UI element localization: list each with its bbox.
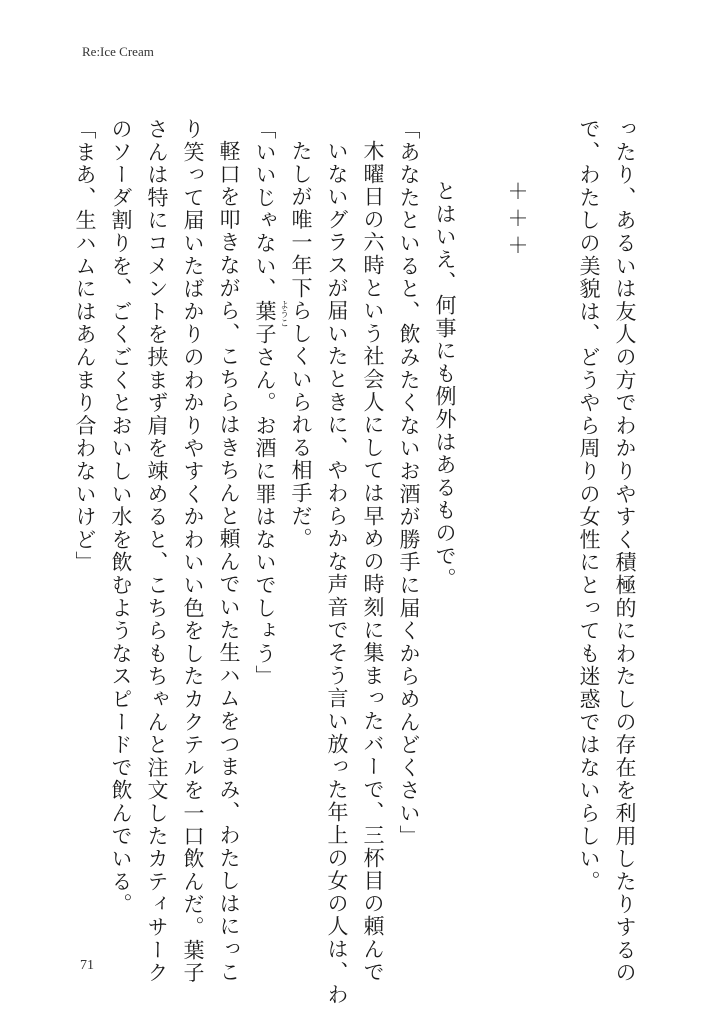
text-line-11 [253,118,288,689]
text-line-2: で、わたしの美貌は、どうやら周りの女性にとっても迷惑ではないらしい。 [577,118,601,894]
text-line-15: のソーダ割りを、ごくごくとおいしい水を飲むようなスピードで飲んでいる。 [109,118,133,916]
section-break: ＋＋＋ [505,180,529,261]
text-line-8: 木曜日の六時という社会人にしては早めの時刻に集まったバーで、三杯目の頼んで [361,140,385,984]
page-number: 71 [80,958,94,973]
text-line-7: 「あなたといると、飲みたくないお酒が勝手に届くからめんどくさい」 [397,118,421,848]
text-line-13: り笑って届いたばかりのわかりやすくかわいい色をしたカクテルを一口飲んだ。葉子 [181,118,205,985]
text-line-10: たしが唯一年下らしくいられる相手だ。 [289,140,313,551]
text-line-11-end: さん。お酒に罪はないでしょう」 [253,346,277,689]
ruby-name [253,300,288,347]
running-header: Re:Ice Cream [82,44,154,59]
text-line-14: さんは特にコメントを挟まず肩を竦めると、こちらもちゃんと注文したカティサーク [145,118,169,985]
text-line-6: とはいえ、何事にも例外はあるもので。 [433,180,457,591]
text-line-1: ったり、あるいは友人の方でわかりやすく積極的にわたしの存在を利用したりするの [613,118,637,985]
text-line-16: 「まあ、生ハムにはあんまり合わないけど」 [73,118,97,574]
ruby-base: 葉子 [253,300,277,347]
text-line-9: いないグラスが届いたときに、やわらかな声音でそう言い放った年上の女の人は、わ [325,140,349,1007]
text-line-12: 軽口を叩きながら、こちらはきちんと頼んでいた生ハムをつまみ、わたしはにっこ [217,140,241,984]
text-line-11-start: 「いいじゃない、 [253,118,277,301]
ruby-reading: ようこ [278,300,288,328]
